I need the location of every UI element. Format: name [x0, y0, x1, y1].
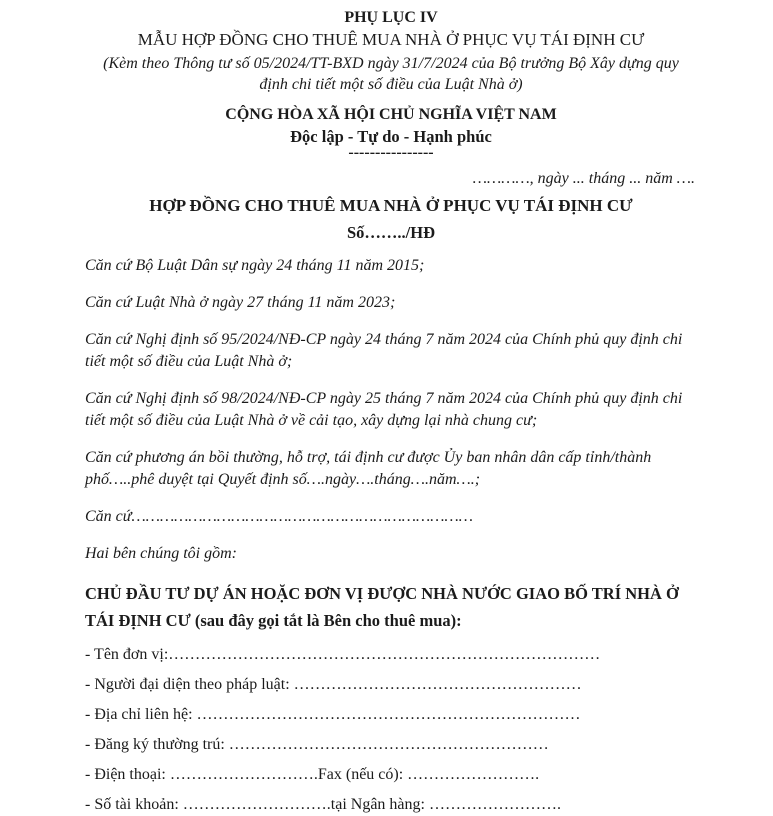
legal-basis-decree-95: Căn cứ Nghị định số 95/2024/NĐ-CP ngày 24 tháng 7 năm 2024 của Chính phủ quy định chi tiết một số điều của Luật Nhà ở; — [85, 331, 683, 370]
legal-basis-blank: Căn cứ……………………………………………………………… — [85, 508, 473, 525]
legal-basis-decree-98: Căn cứ Nghị định số 98/2024/NĐ-CP ngày 25 tháng 7 năm 2024 của Chính phủ quy định chi tiết một số điều của Luật Nhà ở về cải tạo, xây dựng lại nhà chung cư; — [85, 390, 683, 429]
date-line: …………, ngày ... tháng ... năm …. — [472, 170, 695, 187]
contract-title: HỢP ĐỒNG CHO THUÊ MUA NHÀ Ở PHỤC VỤ TÁI ĐỊNH CƯ — [149, 196, 633, 215]
legal-basis-resettlement-plan: Căn cứ phương án bồi thường, hỗ trợ, tái định cư được Ủy ban nhân dân cấp tỉnh/thành phố…..phê duyệt tại Quyết định số….ngày….tháng….năm….; — [85, 449, 652, 488]
parties-intro: Hai bên chúng tôi gồm: — [85, 545, 237, 562]
party-a-heading: CHỦ ĐẦU TƯ DỰ ÁN HOẶC ĐƠN VỊ ĐƯỢC NHÀ NƯỚC GIAO BỐ TRÍ NHÀ Ở TÁI ĐỊNH CƯ (sau đây gọi tắt là Bên cho thuê mua): — [85, 584, 679, 630]
national-name: CỘNG HÒA XÃ HỘI CHỦ NGHĨA VIỆT NAM — [225, 106, 557, 123]
attachment-note: (Kèm theo Thông tư số 05/2024/TT-BXD ngày 31/7/2024 của Bộ trưởng Bộ Xây dựng quy định chi tiết một số điều của Luật Nhà ở) — [103, 55, 679, 93]
legal-basis-housing-law: Căn cứ Luật Nhà ở ngày 27 tháng 11 năm 2023; — [85, 294, 396, 311]
field-legal-representative: - Người đại diện theo pháp luật: ……………………………………………… — [85, 676, 582, 693]
field-unit-name: - Tên đơn vị:……………………………………………………………………… — [85, 646, 601, 663]
field-permanent-residence: - Đăng ký thường trú: …………………………………………………… — [85, 736, 549, 753]
contract-number: Số……../HĐ — [346, 223, 435, 242]
field-phone-fax: - Điện thoại: ……………………….Fax (nếu có): ……………………. — [85, 766, 540, 783]
field-contact-address: - Địa chỉ liên hệ: ……………………………………………………………… — [85, 706, 581, 723]
form-title: MẪU HỢP ĐỒNG CHO THUÊ MUA NHÀ Ở PHỤC VỤ TÁI ĐỊNH CƯ — [137, 30, 645, 49]
motto-divider: ---------------- — [348, 144, 434, 161]
national-motto: Độc lập - Tự do - Hạnh phúc — [290, 127, 492, 146]
appendix-title: PHỤ LỤC IV — [344, 9, 438, 26]
field-bank-account: - Số tài khoản: ……………………….tại Ngân hàng: ……………………. — [85, 796, 561, 813]
legal-basis-civil-code: Căn cứ Bộ Luật Dân sự ngày 24 tháng 11 năm 2015; — [85, 257, 425, 274]
